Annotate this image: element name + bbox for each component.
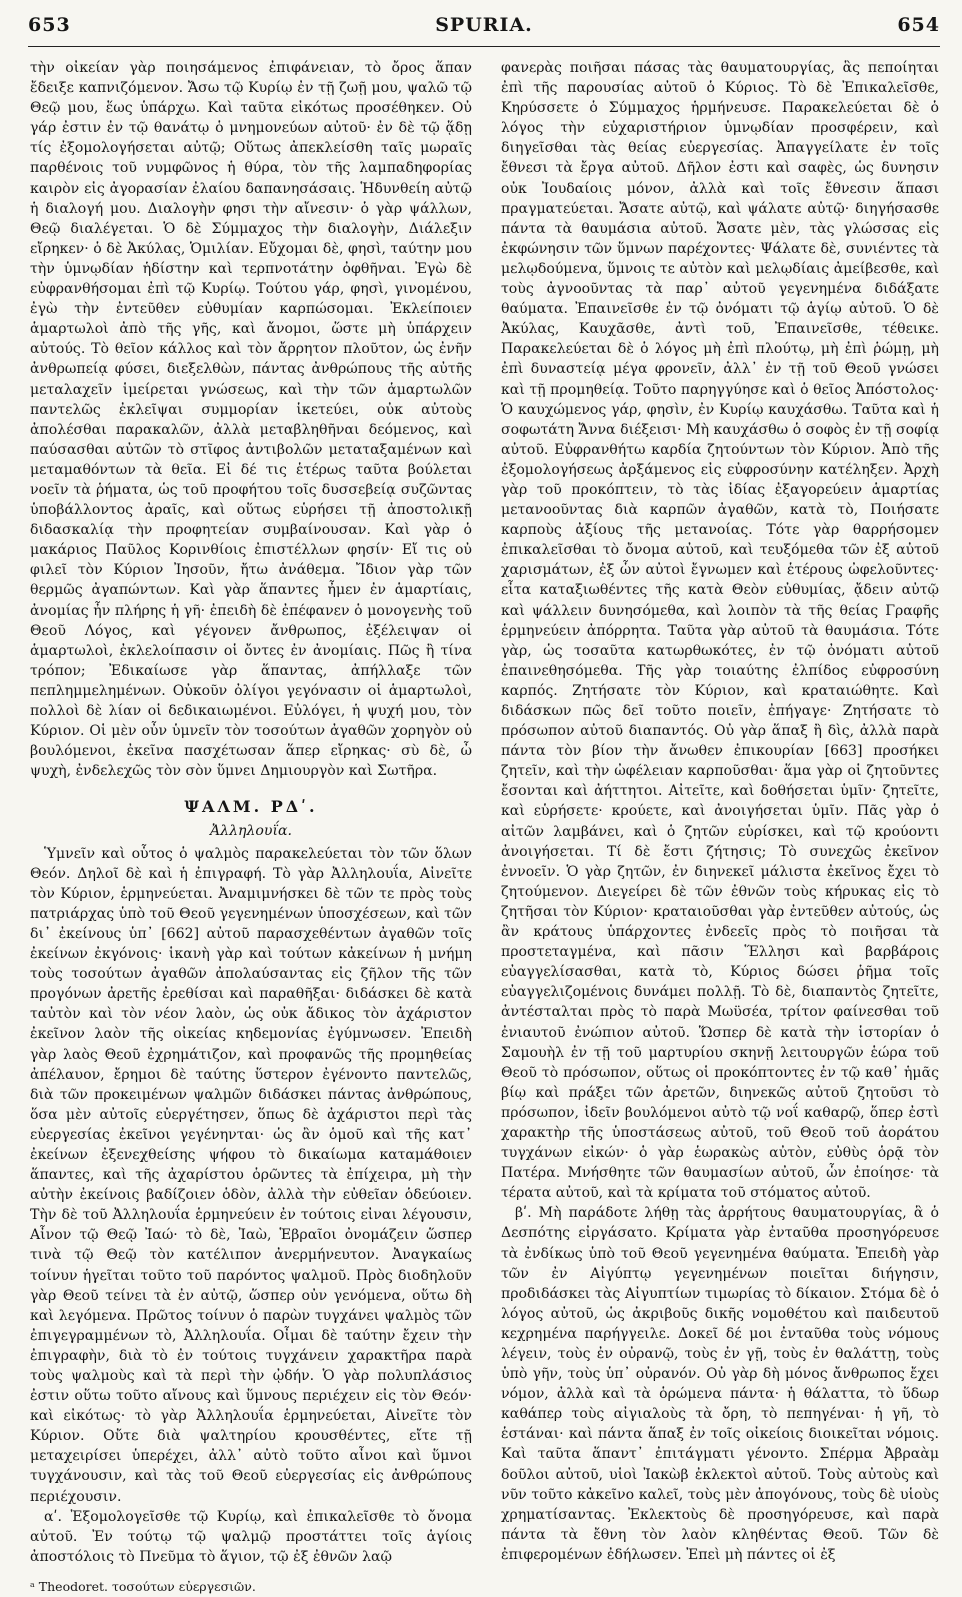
right-paragraph-2: βʹ. Μὴ παράδοτε λήθῃ τὰς ἀρρήτους θαυματουργίας, ἃ ὁ Δεσπότης εἰργάσατο. Κρίματα γὰρ ἐνταῦθα προσηγόρευσε τὰ ἐνδίκως ὑπὸ τοῦ Θεοῦ γεγενημένα θαύματα. Ἐπειδὴ γὰρ τῶν ἐν Αἰγύπτῳ γεγενημένων ποιεῖται διήγησιν, προδιδάσκει τὰς Αἰγυπτίων τιμωρίας τὸ δίκαιον. Στόμα δὲ ὁ λόγος αὐτοῦ, ὡς ἀκριβοῦς δικῆς νομοθέτου καὶ παιδευτοῦ κεχρημένα παρήγγειλε. Δοκεῖ δέ μοι ἐνταῦθα τοὺς νόμους λέγειν, τοὺς ἐν οὐρανῷ, τοὺς ἐν γῇ, τοὺς ἐν θαλάττῃ, τοὺς ὑπὸ γῆν, τοὺς ὑπ᾽ οὐρανόν. Οὐ γὰρ δὴ μόνος ἄνθρωπος ἔχει νόμον, ἀλλὰ καὶ τὰ ὁρώμενα πάντα· ἡ θάλαττα, τὸ ὕδωρ καθάπερ τοὺς αἰγιαλοὺς τὰ ὄρη, τὸ πεπηγέναι· ἡ γῆ, τὸ ἑστάναι· καὶ πάντα ἅπαξ ἐν τοῖς οἰκείοις διοικεῖται νόμοις. Καὶ ταῦτα ἅπαντ᾽ ἐπιτάγματι γένοντο. Σπέρμα Ἀβραὰμ δοῦλοι αὐτοῦ, υἱοὶ Ἰακὼβ ἐκλεκτοὶ αὐτοῦ. Τοὺς αὐτοὺς καὶ νῦν τοῦτο κἀκεῖνο καλεῖ, τοὺς μὲν ἀπογόνους, τοὺς δὲ υἱοὺς χρηματίσαντας. Ἐκλεκτοὺς δὲ προσηγόρευσε, καὶ παρὰ πάντα τὰ ἔθνη τὸν λαὸν κληθέντας Θεοῦ. Τῶν δὲ ἐπιφερομένων ἐδήλωσεν. Ἐπεὶ μὴ πάντες οἱ ἐξ	[501, 1205, 939, 1563]
left-paragraph-2: Ὑμνεῖν καὶ οὗτος ὁ ψαλμὸς παρακελεύεται τὸν τῶν ὅλων Θεόν. Δηλοῖ δὲ καὶ ἡ ἐπιγραφή. Τὸ γὰρ Ἀλληλουΐα, Αἰνεῖτε τὸν Κύριον, ἑρμηνεύεται. Ἀναμιμνήσκει δὲ τῶν τε πρὸς τοὺς πατριάρχας ὑπὸ τοῦ Θεοῦ γεγενημένων ὑποσχέσεων, καὶ τῶν δι᾽ ἐκείνους ὑπ᾽ [662] αὐτοῦ παρασχεθέντων ἀγαθῶν τοῖς ἐκείνων ἐκγόνοις· ἱκανὴ γὰρ καὶ τούτων κἀκείνων ἡ μνήμη τοὺς τοσούτων ἀγαθῶν ἀπολαύσαντας εἰς ζῆλον τῆς τῶν προγόνων ἀρετῆς ἐρεθίσαι καὶ παραθῆξαι· διδάσκει δὲ κατὰ ταὐτὸν καὶ τὸν νέον λαὸν, ὡς οὐκ ἄδικος τὸν ἀχάριστον ἐκεῖνον λαὸν τῆς οἰκείας κηδεμονίας ἐγύμνωσεν. Ἐπειδὴ γὰρ λαὸς Θεοῦ ἐχρημάτιζον, καὶ προφανῶς τῆς προμηθείας ἀπέλαυον, ἔρημοι δὲ ταύτης ὕστερον ἐγένοντο παντελῶς, διὰ τῶν προκειμένων ψαλμῶν διδάσκει πάντας ἀνθρώπους, ὅσα μὲν αὐτοῖς εὐεργέτησεν, ὅπως δὲ ἀχάριστοι περὶ τὰς εὐεργεσίας ἐκεῖνοι γεγένηνται· ὡς ἂν ὁμοῦ καὶ τῆς κατ᾽ ἐκείνων ἐξενεχθείσης ψήφου τὸ δικαίωμα καταμάθοιεν ἅπαντες, καὶ τῆς ἀχαρίστου ὁρῶντες τὰ ἐπίχειρα, μὴ τὴν αὐτὴν ἐκείνοις βαδίζοιεν ὁδὸν, ἀλλὰ τὴν εὐθεῖαν ὁδεύοιεν. Τὴν δὲ τοῦ Ἀλληλουΐα ἑρμηνεύειν ἐν τούτοις εἰναι λέγουσιν, Αἶνον τῷ Θεῷ Ἰαώ· τὸ δὲ, Ἰαὼ, Ἑβραῖοι ὀνομάζειν ὥσπερ τινὰ τῷ Θεῷ τὸν κατέλιπον ἀνερμήνευτον. Ἀναγκαίως τοίνυν ἡγεῖται τοῦτο τοῦ παρόντος ψαλμοῦ. Πρὸς διοδηλοῦν γὰρ Θεοῦ τείνει τὰ ἐν αὐτῷ, ὥσπερ οὐν γενόμενα, οὕτω δὴ καὶ λεγόμενα. Πρῶτος τοίνυν ὁ παρὼν τυγχάνει ψαλμὸς τῶν ἐπιγεγραμμένων τὸ, Ἀλληλουΐα. Οἶμαι δὲ ταύτην ἔχειν τὴν ἐπιγραφὴν, διὰ τὸ ἐν τούτοις τυγχάνειν χαρακτῆρα παρὰ τοὺς ψαλμοὺς καὶ τὰ περὶ τὴν ᾠδήν. Ὁ γὰρ πολυπλάσιος ἐστιν οὕτω τοῦτο αἴνους καὶ ὕμνους περιέχειν εἰς τὸν Θεόν· καὶ εἰκότως· τὸ γὰρ Ἀλληλουΐα ἑρμηνεύεται, Αἰνεῖτε τὸν Κύριον. Οὔτε διὰ ψαλτηρίου κρουσθέντες, εἴτε τῇ μεταχειρίσει ὑπερέχει, ἀλλ᾽ αὐτὸ τοῦτο αἶνοι καὶ ὕμνοι τυγχάνουσιν, καὶ τὰς τοῦ Θεοῦ εὐεργεσίας εἰς ἀνθρώπους περιέχουσιν.	[30, 845, 472, 1505]
page-number-right: 654	[897, 14, 940, 36]
left-paragraph-1: τὴν οἰκείαν γὰρ ποιησάμενος ἐπιφάνειαν, τὸ ὄρος ἅπαν ἔδειξε καπνιζόμενον. Ἄσω τῷ Κυρίῳ ἐν τῇ ζωῇ μου, ψαλῶ τῷ Θεῷ μου, ἕως ὑπάρχω. Καὶ ταῦτα εἰκότως προσέθηκεν. Οὐ γάρ ἐστιν ἐν τῷ θανάτῳ ὁ μνημονεύων αὐτοῦ· ἐν δὲ τῷ ᾅδῃ τίς ἐξομολογήσεται αὐτῷ; Οὕτως ἀπεκλείσθη ταῖς μωραῖς παρθένοις τοῦ νυμφῶνος ἡ θύρα, τὸν τῆς λαμπαδηφορίας καιρὸν εἰς ἀγορασίαν ἐλαίου δαπανησάσαις. Ἡδυνθείη αὐτῷ ἡ διαλογή μου. Διαλογὴν φησι τὴν αἴνεσιν· ὁ γὰρ ψάλλων, Θεῷ διαλέγεται. Ὁ δὲ Σύμμαχος τὴν διαλογὴν, Διάλεξιν εἴρηκεν· ὁ δὲ Ἀκύλας, Ὁμιλίαν. Εὔχομαι δὲ, φησὶ, ταύτην μου τὴν ὑμνῳδίαν ἡδίστην καὶ τερπνοτάτην ὀφθῆναι. Ἐγὼ δὲ εὐφρανθήσομαι ἐπὶ τῷ Κυρίῳ. Τούτου γάρ, φησὶ, γινομένου, ἐγὼ τὴν ἐντεῦθεν εὐθυμίαν καρπώσομαι. Ἐκλείποιεν ἁμαρτωλοὶ ἀπὸ τῆς γῆς, καὶ ἄνομοι, ὥστε μὴ ὑπάρχειν αὐτούς. Τὸ θεῖον κάλλος καὶ τὸν ἄρρητον πλοῦτον, ὡς ἐνῆν ἀνθρωπείᾳ φύσει, διεξελθὼν, πάντας ἀνθρώπους τῆς αὐτῆς μεταλαχεῖν ἱμείρεται γνώσεως, καὶ τὴν τῶν ἁμαρτωλῶν παντελῶς ἐκλεῖψαι συμμορίαν ἱκετεύει, οὐκ αὐτοὺς ἀπολέσθαι παρακαλῶν, ἀλλὰ μεταβληθῆναι δεόμενος, καὶ παύσασθαι αὐτῶν τὸ στῖφος ἀντιβολῶν μεταταξαμένων καὶ μεταμαθόντων τὰ θεῖα. Εἰ δέ τις ἑτέρως ταῦτα βούλεται νοεῖν τὰ ῥήματα, ὡς τοῦ προφήτου τοῖς δυσσεβείᾳ συζῶντας ὑποβάλλοντος ἀραῖς, καὶ οὕτως εὑρήσει τῇ ἀποστολικῇ διδασκαλίᾳ τὴν προφητείαν συμβαίνουσαν. Καὶ γὰρ ὁ μακάριος Παῦλος Κορινθίοις ἐπιστέλλων φησίν· Εἴ τις οὐ φιλεῖ τὸν Κύριον Ἰησοῦν, ἤτω ἀνάθεμα. Ἴδιον γὰρ τῶν θερμῶς ἀγαπώντων. Καὶ γὰρ ἅπαντες ἦμεν ἐν ἁμαρτίαις, ἀνομίας ἦν πλήρης ἡ γῆ· ἐπειδὴ δὲ ἐπέφανεν ὁ μονογενὴς τοῦ Θεοῦ Λόγος, καὶ γέγονεν ἄνθρωπος, ἐξέλειψαν οἱ ἁμαρτωλοὶ, ἐκλελοίπασιν οἱ ὄντες ἐν ἀνομίαις. Πῶς ἢ τίνα τρόπον; Ἐδικαίωσε γὰρ ἅπαντας, ἀπήλλαξε τῶν πεπλημμελημένων. Οὐκοῦν ὀλίγοι γεγόνασιν οἱ ἁμαρτωλοὶ, πολλοὶ δὲ λίαν οἱ δεδικαιωμένοι. Εὐλόγει, ἡ ψυχή μου, τὸν Κύριον. Οἱ μὲν οὖν ὑμνεῖν τὸν τοσούτων ἀγαθῶν χορηγὸν οὐ βουλόμενοι, ἐκεῖνα πασχέτωσαν ἅπερ εἴρηκας· σὺ δὲ, ὦ ψυχὴ, ἐνδελεχῶς τὸν σὸν ὕμνει Δημιουργὸν καὶ Σωτῆρα.	[30, 60, 472, 780]
header-rule	[28, 46, 940, 47]
page-header	[28, 14, 940, 44]
psalm-heading: ΨΑΛΜ. ΡΔʹ.	[184, 797, 318, 817]
footnote: ᵃ Theodoret. τοσούτων εὐεργεσιῶν.	[30, 1578, 256, 1594]
right-column	[501, 58, 939, 1563]
right-paragraph-1: φανερὰς ποιῆσαι πάσας τὰς θαυματουργίας, ἃς πεποίηται ἐπὶ τῆς παρουσίας αὐτοῦ ὁ Κύριος. Τὸ δὲ Ἐπικαλεῖσθε, Κηρύσσετε ὁ Σύμμαχος ἡρμήνευσε. Παρακελεύεται δὲ ὁ λόγος τὴν εὐχαριστήριον ὑμνῳδίαν προσφέρειν, καὶ διηγεῖσθαι τὰς θείας εὐεργεσίας. Ἀπαγγείλατε ἐν τοῖς ἔθνεσι τὰ ἔργα αὐτοῦ. Δῆλον ἐστι καὶ σαφὲς, ὡς δυνησιν οὐκ Ἰουδαίοις μόνον, ἀλλὰ καὶ τοῖς ἔθνεσιν ἅπασι πραγματεύεται. Ἄσατε αὐτῷ, καὶ ψάλατε αὐτῷ· διηγήσασθε πάντα τὰ θαυμάσια αὐτοῦ. Ἄσατε μὲν, τὰς γλώσσας εἰς ἐκφώνησιν τῶν ὕμνων παρέχοντες· Ψάλατε δὲ, συνιέντες τὰ μελῳδούμενα, ὕμνοις τε αὐτὸν καὶ μελῳδίαις ἀμείβεσθε, καὶ τοὺς ἀγνοοῦντας τὰ παρ᾽ αὐτοῦ γεγενημένα διδάξατε θαύματα. Ἐπαινεῖσθε ἐν τῷ ὀνόματι τῷ ἁγίῳ αὐτοῦ. Ὁ δὲ Ἀκύλας, Καυχᾶσθε, ἀντὶ τοῦ, Ἐπαινεῖσθε, τέθεικε. Παρακελεύεται δὲ ὁ λόγος μὴ ἐπὶ πλούτῳ, μὴ ἐπὶ ῥώμῃ, μὴ ἐπὶ δυναστείᾳ μέγα φρονεῖν, ἀλλ᾽ ἐν τῇ τοῦ Θεοῦ γνώσει καὶ τῇ προμηθείᾳ. Τοῦτο παρηγγύησε καὶ ὁ θεῖος Ἀπόστολος· Ὁ καυχώμενος γάρ, φησὶν, ἐν Κυρίῳ καυχάσθω. Ταῦτα καὶ ἡ σοφωτάτη Ἄννα διέξεισι· Μὴ καυχάσθω ὁ σοφὸς ἐν τῇ σοφίᾳ αὐτοῦ. Εὐφρανθήτω καρδία ζητούντων τὸν Κύριον. Ἀπὸ τῆς ἐξομολογήσεως ἀρξάμενος εἰς εὐφροσύνην κατέληξεν. Ἀρχὴ γὰρ τοῦ προκόπτειν, τὸ τὰς ἰδίας ἐξαγορεύειν ἁμαρτίας μετανοοῦντας διὰ καρπῶν ἀγαθῶν, κατὰ τὸ, Ποιήσατε καρποὺς ἀξίους τῆς μετανοίας. Τότε γὰρ θαρρήσομεν ἐπικαλεῖσθαι τὸ ὄνομα αὐτοῦ, καὶ τευξόμεθα τῶν ἐξ αὐτοῦ χαρισμάτων, ἐξ ὧν αὐτοὶ ἔγνωμεν καὶ ἑτέρους ὠφελοῦντες· εἶτα καταξιωθέντες τῆς κατὰ Θεὸν εὐθυμίας, ᾄδειν αὐτῷ καὶ ψάλλειν δυνησόμεθα, καὶ λοιπὸν τὰ τῆς θείας Γραφῆς ἑρμηνεύειν ἀπόρρητα. Ταῦτα γὰρ αὐτοῦ τὰ θαυμάσια. Τότε γὰρ, ὡς τοσαῦτα κατωρθωκότες, ἐν τῷ ὀνόματι αὐτοῦ ἐπαινεθησόμεθα. Τῆς γὰρ τοιαύτης ἐλπίδος εὐφροσύνη καρπός. Ζητήσατε τὸν Κύριον, καὶ κραταιώθητε. Καὶ διδάσκων πῶς δεῖ τοῦτο ποιεῖν, ἐπήγαγε· Ζητήσατε τὸ πρόσωπον αὐτοῦ διαπαντός. Οὐ γὰρ ἅπαξ ἢ δὶς, ἀλλὰ παρὰ πάντα τὸν βίον τὴν ἄνωθεν ἐπικουρίαν [663] προσήκει ζητεῖν, καὶ τὴν ὠφέλειαν καρποῦσθαι· ἅμα γὰρ οἱ ζητοῦντες ἔσονται καὶ ἀήττητοι. Αἰτεῖτε, καὶ δοθήσεται ὑμῖν· ζητεῖτε, καὶ εὑρήσετε· κρούετε, καὶ ἀνοιγήσεται ὑμῖν. Πᾶς γὰρ ὁ αἰτῶν λαμβάνει, καὶ ὁ ζητῶν εὑρίσκει, καὶ τῷ κρούοντι ἀνοιγήσεται. Τί δὲ ἔστι ζήτησις; Τὸ συνεχῶς ἐκεῖνον ἐννοεῖν. Ὁ γὰρ ζητῶν, ἐν διηνεκεῖ μάλιστα ἐκεῖνος ἔχει τὸ ζητούμενον. Διεγείρει δὲ τῶν ἐθνῶν τοὺς κήρυκας εἰς τὸ ζητῆσαι τὸν Κύριον· κραταιοῦσθαι γὰρ ἐντεῦθεν αὐτούς, ὡς ἂν κράτους ὑπάρχοντες ἐνδεεῖς πρὸς τὸ ποιῆσαι τὰ προστεταγμένα, καὶ πᾶσιν Ἕλλησι καὶ βαρβάροις εὐαγγελίσασθαι, κατὰ τὸ, Κύριος δώσει ῥῆμα τοῖς εὐαγγελιζομένοις δυνάμει πολλῇ. Τὸ δὲ, διαπαντὸς ζητεῖτε, ἀντέσταλται πρὸς τὸ παρὰ Μωϋσέα, τρίτον φαίνεσθαι τοῦ ἐνιαυτοῦ ἐνώπιον αὐτοῦ. Ὥσπερ δὲ κατὰ τὴν ἱστορίαν ὁ Σαμουὴλ ἐν τῇ τοῦ μαρτυρίου σκηνῇ λειτουργῶν ἑώρα τοῦ Θεοῦ τὸ πρόσωπον, οὕτως οἱ προκόπτοντες ἐν τῷ καθ᾽ ἡμᾶς βίῳ καὶ πράξει τῶν ἀρετῶν, διηνεκῶς αὐτοῦ ζητοῦσι τὸ πρόσωπον, ἰδεῖν βουλόμενοι αὐτὸ τῷ νοΐ καθαρῷ, ὅπερ ἐστὶ χαρακτὴρ τῆς ὑποστάσεως αὐτοῦ, τοῦ Θεοῦ τοῦ ἀοράτου τυγχάνων εἰκών· ὁ γὰρ ἑωρακὼς αὐτὸν, εὐθὺς ὁρᾷ τὸν Πατέρα. Μνήσθητε τῶν θαυμασίων αὐτοῦ, ὧν ἐποίησε· τὰ τέρατα αὐτοῦ, καὶ τὰ κρίματα τοῦ στόματος αὐτοῦ.	[501, 60, 939, 1202]
psalm-subheading: Ἀλληλουΐα.	[210, 823, 292, 840]
running-title: SPURIA.	[435, 14, 533, 36]
left-column	[30, 58, 472, 1594]
page-number-left: 653	[28, 14, 71, 36]
left-paragraph-3: αʹ. Ἐξομολογεῖσθε τῷ Κυρίῳ, καὶ ἐπικαλεῖσθε τὸ ὄνομα αὐτοῦ. Ἐν τούτῳ τῷ ψαλμῷ προστάττει τοῖς ἁγίοις ἀποστόλοις τὸ Πνεῦμα τὸ ἅγιον, τῷ ἐξ ἐθνῶν λαῷ	[30, 1508, 472, 1565]
